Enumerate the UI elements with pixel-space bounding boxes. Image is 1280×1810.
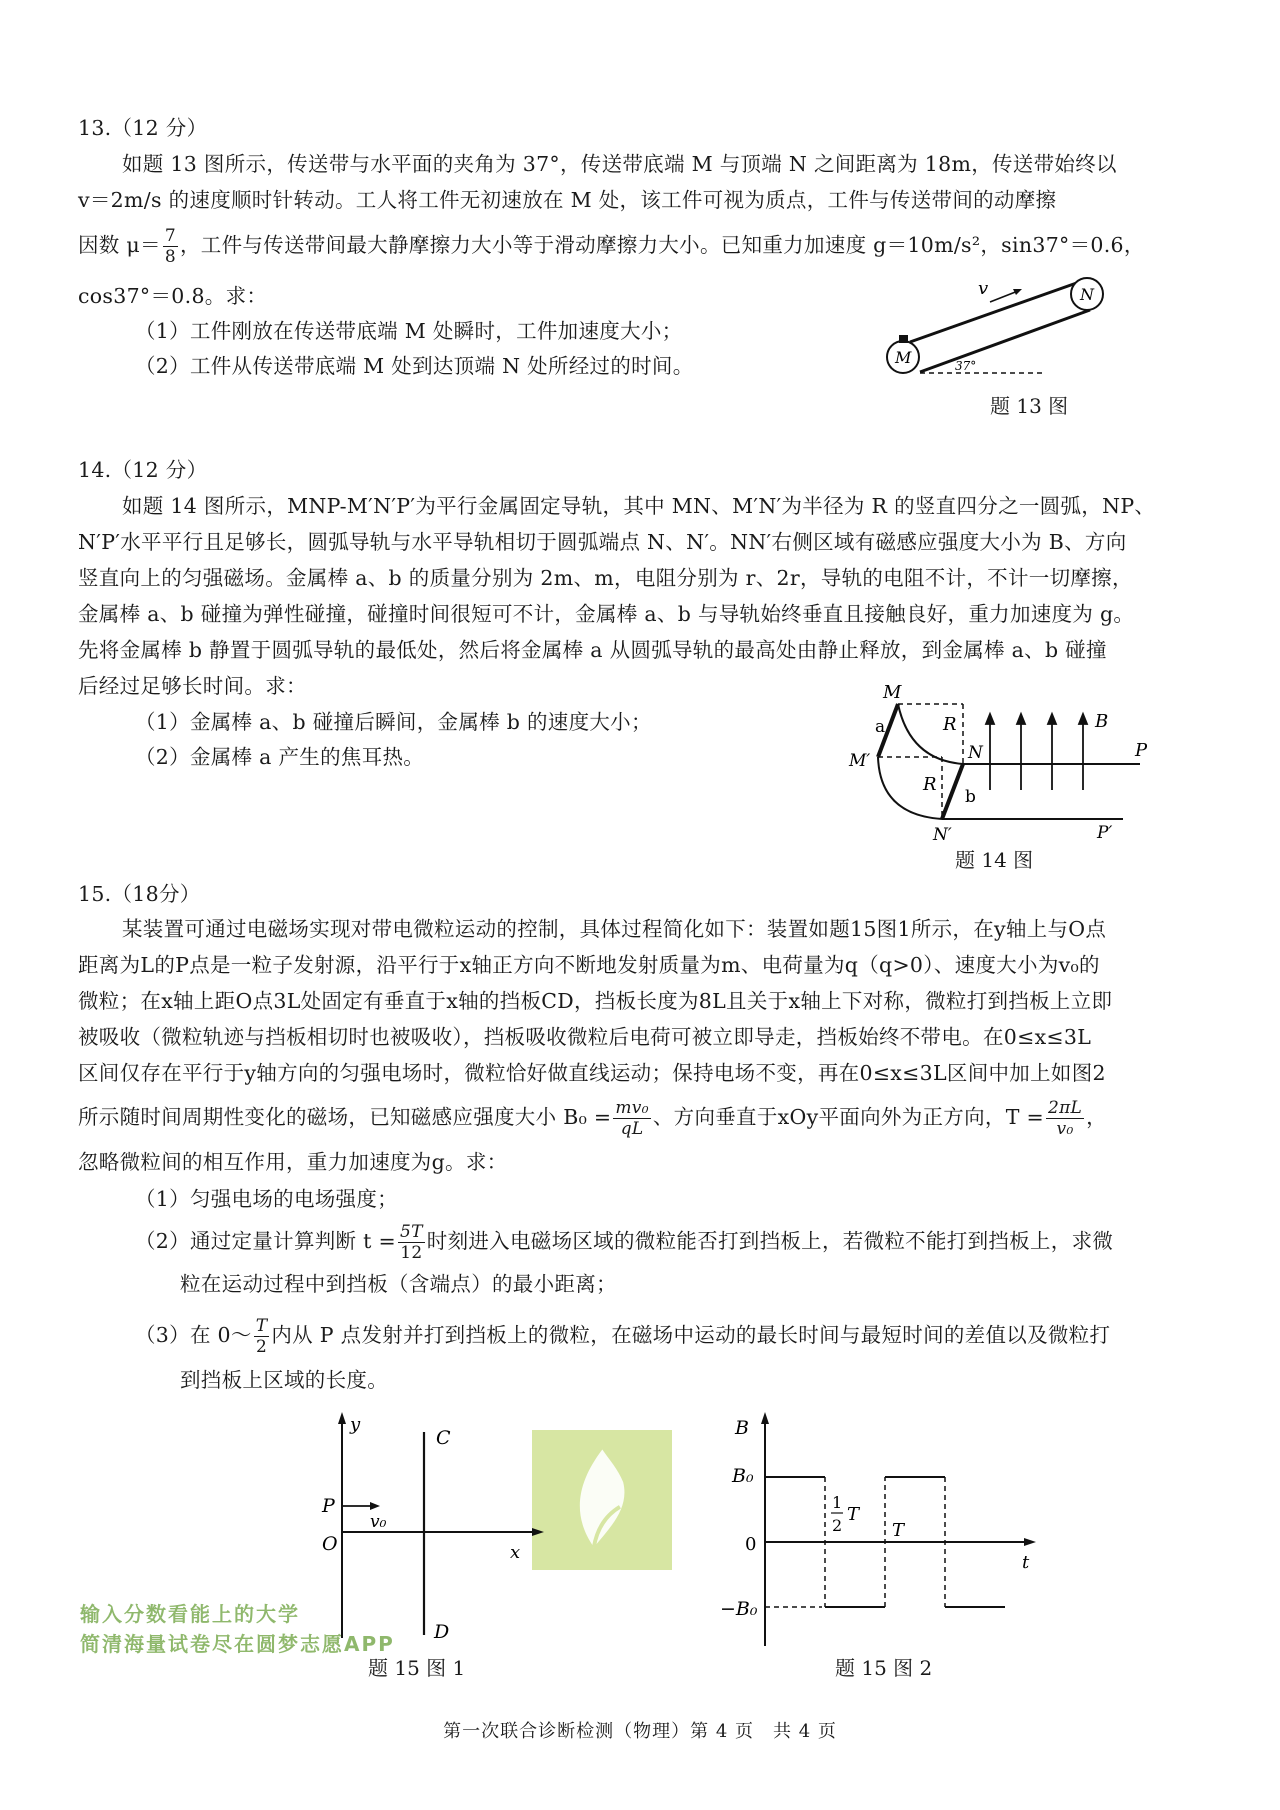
label-b: b	[965, 787, 976, 807]
label-v: v	[978, 278, 989, 299]
q15-figure-2-caption: 题 15 图 2	[835, 1656, 933, 1680]
q15-text-line6	[78, 1098, 1107, 1139]
q15-subquestion-3-continued: 到挡板上区域的长度。	[180, 1368, 388, 1392]
q14-text-line1: 如题 14 图所示，MNP-M′N′P′为平行金属固定导轨，其中 MN、M′N′为半径为 R 的竖直四分之一圆弧，NP、	[122, 494, 1156, 518]
q15-sub2-prefix: （2）通过定量计算判断 t =	[135, 1229, 396, 1253]
tick-label-B0: B₀	[732, 1465, 754, 1487]
q14-subquestion-2: （2）金属棒 a 产生的焦耳热。	[135, 745, 425, 769]
t-axis-arrow	[1024, 1538, 1036, 1546]
q15-b0-numerator: mv₀	[615, 1098, 649, 1118]
watermark-text-1: 输入分数看能上的大学	[80, 1602, 300, 1626]
q15-sub2-suffix: 时刻进入电磁场区域的微粒能否打到挡板上，若微粒不能打到挡板上，求微	[426, 1229, 1114, 1253]
q14-text-line4: 金属棒 a、b 碰撞为弹性碰撞，碰撞时间很短可不计，金属棒 a、b 与导轨始终垂直且接触良好，重力加速度为 g。	[78, 602, 1135, 626]
q13-heading: 13.（12 分）	[78, 116, 208, 140]
q15-t-denominator: 12	[400, 1243, 423, 1263]
q15-subquestion-2	[135, 1222, 1113, 1263]
q15-subquestion-3	[135, 1316, 1110, 1357]
label-Mprime: M′	[849, 751, 871, 771]
q13-text-line1: 如题 13 图所示，传送带与水平面的夹角为 37°，传送带底端 M 与顶端 N 之间距离为 18m，传送带始终以	[122, 152, 1117, 176]
q15-subquestion-2-continued: 粒在运动过程中到挡板（含端点）的最小距离；	[180, 1272, 617, 1296]
q14-text-line5: 先将金属棒 b 静置于圆弧导轨的最低处，然后将金属棒 a 从圆弧导轨的最高处由静止释放，到金属棒 a、b 碰撞	[78, 638, 1107, 662]
label-P: P	[1135, 740, 1148, 761]
q13-mu-fraction	[163, 226, 178, 267]
label-B: B	[735, 1417, 749, 1439]
tick-label-half-T: T	[847, 1504, 860, 1525]
b-axis-arrow	[761, 1412, 769, 1424]
label-Nprime: N′	[933, 825, 952, 845]
tick-label-half-den: 2	[832, 1516, 843, 1535]
q15-text-line5: 区间仅存在平行于y轴方向的匀强电场时，微粒恰好做直线运动；保持电场不变，再在0≤x≤3L区间中加上如图2	[78, 1061, 1106, 1085]
page-footer: 第一次联合诊断检测（物理）第 4 页 共 4 页	[443, 1721, 837, 1742]
q15-half-T-fraction	[254, 1316, 270, 1357]
q15-line6-suffix: ，	[1086, 1105, 1107, 1129]
label-a: a	[875, 717, 886, 737]
q15-t-numerator: 5T	[400, 1222, 423, 1242]
q15-subquestion-1: （1）匀强电场的电场强度；	[135, 1187, 398, 1211]
q15-text-line7: 忽略微粒间的相互作用，重力加速度为g。求：	[78, 1150, 508, 1174]
label-B: B	[1095, 711, 1109, 732]
q15-figure-1-coordinates	[318, 1410, 558, 1650]
tick-label-neg-B0: −B₀	[720, 1598, 758, 1620]
q14-heading: 14.（12 分）	[78, 458, 208, 482]
watermark-text-2: 简清海量试卷尽在圆梦志愿APP	[80, 1632, 395, 1656]
q13-mu-numerator: 7	[164, 226, 176, 246]
label-angle: 37°	[955, 359, 977, 373]
label-D: D	[434, 1621, 450, 1643]
q13-mu-suffix: ，工件与传送带间最大静摩擦力大小等于滑动摩擦力大小。已知重力加速度 g＝10m/s²，sin37°＝0.6，	[179, 233, 1145, 257]
q15-direction-text: 、方向垂直于xOy平面向外为正方向，T =	[652, 1105, 1044, 1129]
q14-subquestion-1: （1）金属棒 a、b 碰撞后瞬间，金属棒 b 的速度大小；	[135, 710, 652, 734]
q13-mu-prefix: 因数 μ＝	[78, 233, 161, 257]
q15-t-fraction	[398, 1222, 425, 1263]
tick-label-half-num: 1	[832, 1493, 843, 1512]
label-y: y	[350, 1414, 361, 1435]
label-C: C	[436, 1427, 451, 1449]
q15-figure-2-chart	[710, 1410, 1040, 1650]
q15-b0-prefix: 所示随时间周期性变化的磁场，已知磁感应强度大小 B₀ =	[78, 1105, 612, 1129]
q15-text-line1: 某装置可通过电磁场实现对带电微粒运动的控制，具体过程简化如下：装置如题15图1所示，在y轴上与O点	[122, 917, 1107, 941]
b-t-chart-svg	[710, 1410, 1040, 1650]
q15-half-T-numerator: T	[255, 1316, 268, 1336]
q13-text-line3	[78, 226, 1145, 267]
q15-sub3-prefix: （3）在 0～	[135, 1323, 252, 1347]
axis-label-t: t	[1022, 1552, 1030, 1573]
q15-sub3-suffix: 内从 P 点发射并打到挡板上的微粒，在磁场中运动的最长时间与最短时间的差值以及微粒打	[271, 1323, 1111, 1347]
q15-text-line4: 被吸收（微粒轨迹与挡板相切时也被吸收），挡板吸收微粒后电荷可被立即导走，挡板始终不带电。在0≤x≤3L	[78, 1025, 1092, 1049]
rod-b	[942, 764, 963, 819]
q15-T-numerator: 2πL	[1047, 1098, 1083, 1118]
q13-figure-conveyor	[875, 272, 1115, 382]
q14-text-line6: 后经过足够长时间。求：	[78, 674, 307, 698]
q13-figure-caption: 题 13 图	[990, 394, 1069, 418]
q13-text-line2: v＝2m/s 的速度顺时针转动。工人将工件无初速放在 M 处，该工件可视为质点，工件与传送带间的动摩擦	[78, 188, 1057, 212]
q15-heading: 15.（18分）	[78, 882, 201, 906]
label-v0: v₀	[370, 1512, 387, 1532]
q15-half-T-denominator: 2	[255, 1337, 268, 1357]
q14-text-line2: N′P′水平平行且足够长，圆弧导轨与水平导轨相切于圆弧端点 N、N′。NN′右侧区域有磁感应强度大小为 B、方向	[78, 530, 1127, 554]
label-Pprime: P′	[1097, 823, 1113, 843]
velocity-arrow	[990, 291, 1018, 302]
workpiece-block	[899, 335, 908, 343]
q15-text-line3: 微粒；在x轴上距O点3L处固定有垂直于x轴的挡板CD，挡板长度为8L且关于x轴上下对称，微粒打到挡板上立即	[78, 989, 1113, 1013]
belt-bottom-line	[920, 310, 1090, 372]
q15-b0-denominator: qL	[620, 1119, 644, 1139]
q14-figure-caption: 题 14 图	[955, 848, 1034, 872]
label-O: O	[322, 1533, 338, 1555]
q15-text-line2: 距离为L的P点是一粒子发射源，沿平行于x轴正方向不断地发射质量为m、电荷量为q（q>0）、速度大小为v₀的	[78, 953, 1100, 977]
q14-figure-rails	[835, 672, 1155, 845]
q13-mu-denominator: 8	[164, 247, 176, 267]
tick-label-zero: 0	[745, 1534, 757, 1555]
label-R-upper: R	[943, 714, 957, 735]
q15-b0-fraction	[613, 1098, 650, 1139]
q13-text-line4: cos37°＝0.8。求：	[78, 284, 268, 308]
q15-T-denominator: v₀	[1056, 1119, 1074, 1139]
label-M: M	[883, 682, 902, 703]
q15-T-fraction	[1046, 1098, 1084, 1139]
q13-subquestion-2: （2）工件从传送带底端 M 处到达顶端 N 处所经过的时间。	[135, 354, 694, 378]
q13-subquestion-1: （1）工件刚放在传送带底端 M 处瞬时，工件加速度大小；	[135, 319, 683, 343]
label-R-lower: R	[923, 774, 937, 795]
label-P: P	[322, 1495, 335, 1517]
q14-text-line3: 竖直向上的匀强磁场。金属棒 a、b 的质量分别为 2m、m，电阻分别为 r、2r，导轨的电阻不计，不计一切摩擦，	[78, 566, 1133, 590]
belt-top-line	[910, 280, 1085, 342]
q15-figure-1-caption: 题 15 图 1	[368, 1656, 466, 1680]
label-N: N	[1080, 285, 1094, 304]
label-N: N	[968, 743, 983, 763]
label-M: M	[895, 348, 912, 367]
tick-label-T: T	[892, 1520, 905, 1541]
label-x: x	[510, 1542, 521, 1563]
